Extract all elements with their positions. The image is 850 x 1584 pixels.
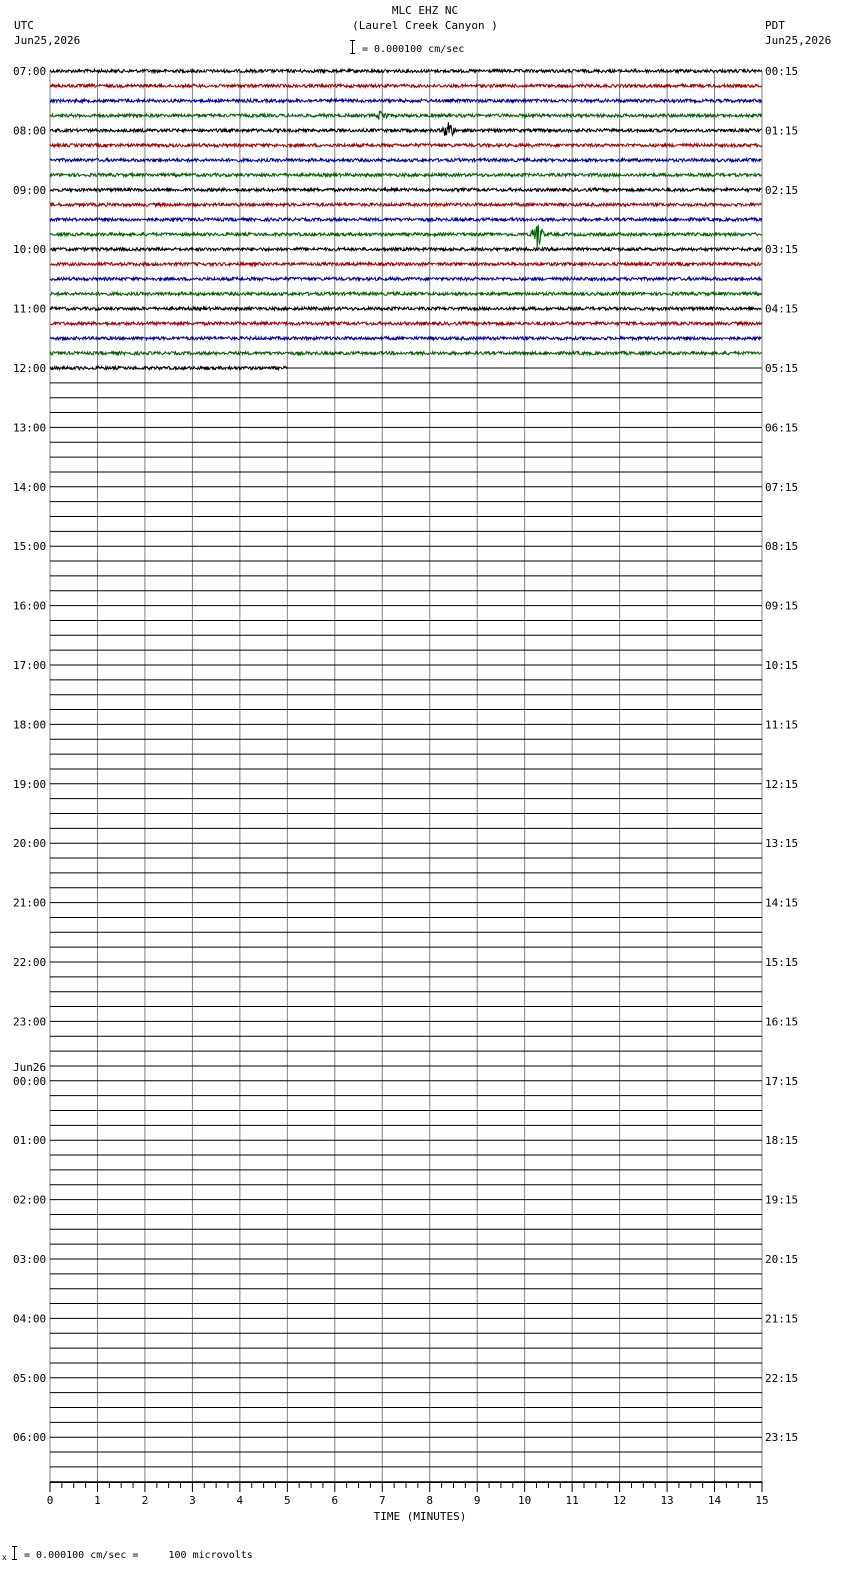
trace-row-18 [50,337,762,340]
trace-row-8 [50,188,762,191]
x-tick-label-9: 9 [473,1494,481,1507]
utc-hour-label-16:00: 16:00 [13,599,47,613]
utc-hour-label-00:00: 00:00 [13,1074,47,1088]
trace-row-16 [50,307,762,310]
left-timezone: UTC [14,19,34,32]
pdt-hour-label-03:15: 03:15 [765,243,799,257]
footer-scale-label: = 0.000100 cm/sec = 100 microvolts [24,1550,253,1561]
station-location: (Laurel Creek Canyon ) [352,19,498,32]
trace-row-19 [50,352,762,355]
trace-row-3 [50,111,762,119]
utc-hour-label-21:00: 21:00 [13,896,47,910]
utc-hour-label-17:00: 17:00 [13,659,47,672]
utc-hour-label-08:00: 08:00 [13,124,47,138]
utc-hour-label-12:00: 12:00 [13,362,47,375]
date-change-label: Jun26 [13,1060,47,1074]
left-date: Jun25,2026 [14,34,81,47]
trace-row-9 [50,203,762,206]
pdt-hour-label-23:15: 23:15 [765,1431,799,1445]
trace-row-14 [50,277,762,280]
x-tick-label-3: 3 [189,1494,196,1507]
pdt-hour-label-05:15: 05:15 [765,362,799,375]
utc-hour-label-02:00: 02:00 [13,1193,47,1207]
x-tick-label-6: 6 [331,1494,339,1507]
utc-hour-label-04:00: 04:00 [13,1312,47,1326]
pdt-hour-label-07:15: 07:15 [765,480,799,494]
utc-hour-label-01:00: 01:00 [13,1134,47,1148]
pdt-hour-label-17:15: 17:15 [765,1074,799,1088]
x-tick-label-12: 12 [612,1494,627,1507]
trace-row-7 [50,173,762,176]
pdt-hour-label-19:15: 19:15 [765,1193,799,1207]
x-tick-label-5: 5 [284,1494,291,1507]
trace-row-1 [50,84,762,87]
utc-hour-label-06:00: 06:00 [13,1431,47,1445]
trace-row-6 [50,159,762,162]
station-title: MLC EHZ NC [391,4,459,17]
utc-hour-label-11:00: 11:00 [13,302,47,316]
utc-hour-label-03:00: 03:00 [13,1253,47,1266]
x-axis-title: TIME (MINUTES) [373,1510,467,1523]
scale-label: = 0.000100 cm/sec [362,44,465,55]
trace-row-17 [50,322,762,325]
right-timezone: PDT [765,19,785,32]
x-tick-label-10: 10 [518,1494,532,1507]
trace-row-2 [50,99,762,102]
pdt-hour-label-20:15: 20:15 [765,1253,799,1266]
utc-hour-label-19:00: 19:00 [13,777,47,791]
pdt-hour-label-06:15: 06:15 [765,421,799,435]
trace-row-12 [50,248,762,251]
trace-row-13 [50,263,762,266]
utc-hour-label-07:00: 07:00 [13,65,47,78]
trace-row-0 [50,69,762,72]
x-tick-label-1: 1 [94,1494,101,1507]
x-tick-label-4: 4 [236,1494,244,1507]
trace-row-5 [50,144,762,147]
pdt-hour-label-12:15: 12:15 [765,777,799,791]
pdt-hour-label-08:15: 08:15 [765,540,799,554]
utc-hour-label-05:00: 05:00 [13,1371,47,1385]
x-tick-label-11: 11 [565,1494,579,1507]
pdt-hour-label-22:15: 22:15 [765,1371,799,1385]
x-tick-label-7: 7 [378,1494,386,1507]
trace-row-4 [50,122,762,136]
pdt-hour-label-21:15: 21:15 [765,1312,799,1326]
pdt-hour-label-01:15: 01:15 [765,124,799,138]
pdt-hour-label-14:15: 14:15 [765,896,799,910]
utc-hour-label-18:00: 18:00 [13,718,47,732]
pdt-hour-label-13:15: 13:15 [765,837,799,851]
pdt-hour-label-09:15: 09:15 [765,599,799,613]
trace-row-11 [50,226,762,248]
utc-hour-label-15:00: 15:00 [13,540,47,554]
utc-hour-label-23:00: 23:00 [13,1015,47,1029]
footer-scale-bar-icon [12,1545,17,1559]
utc-hour-label-09:00: 09:00 [13,183,47,197]
utc-hour-label-22:00: 22:00 [13,956,47,969]
x-tick-label-15: 15 [755,1494,769,1507]
pdt-hour-label-00:15: 00:15 [765,65,799,78]
x-tick-label-8: 8 [426,1494,434,1507]
utc-hour-label-14:00: 14:00 [13,480,47,494]
trace-row-10 [50,218,762,221]
pdt-hour-label-18:15: 18:15 [765,1134,799,1148]
x-tick-label-0: 0 [46,1494,54,1507]
right-date: Jun25,2026 [765,34,832,47]
utc-hour-label-20:00: 20:00 [13,837,47,851]
pdt-hour-label-15:15: 15:15 [765,956,799,969]
trace-row-15 [50,292,762,295]
utc-hour-label-13:00: 13:00 [13,421,47,435]
x-tick-label-2: 2 [141,1494,149,1507]
x-tick-label-13: 13 [660,1494,674,1507]
utc-hour-label-10:00: 10:00 [13,243,47,257]
pdt-hour-label-04:15: 04:15 [765,302,799,316]
pdt-hour-label-11:15: 11:15 [765,718,799,732]
pdt-hour-label-02:15: 02:15 [765,183,799,197]
trace-row-20 [50,366,287,369]
pdt-hour-label-16:15: 16:15 [765,1015,799,1029]
footer-marker: x [2,1553,7,1562]
pdt-hour-label-10:15: 10:15 [765,659,799,672]
x-tick-label-14: 14 [707,1494,722,1507]
